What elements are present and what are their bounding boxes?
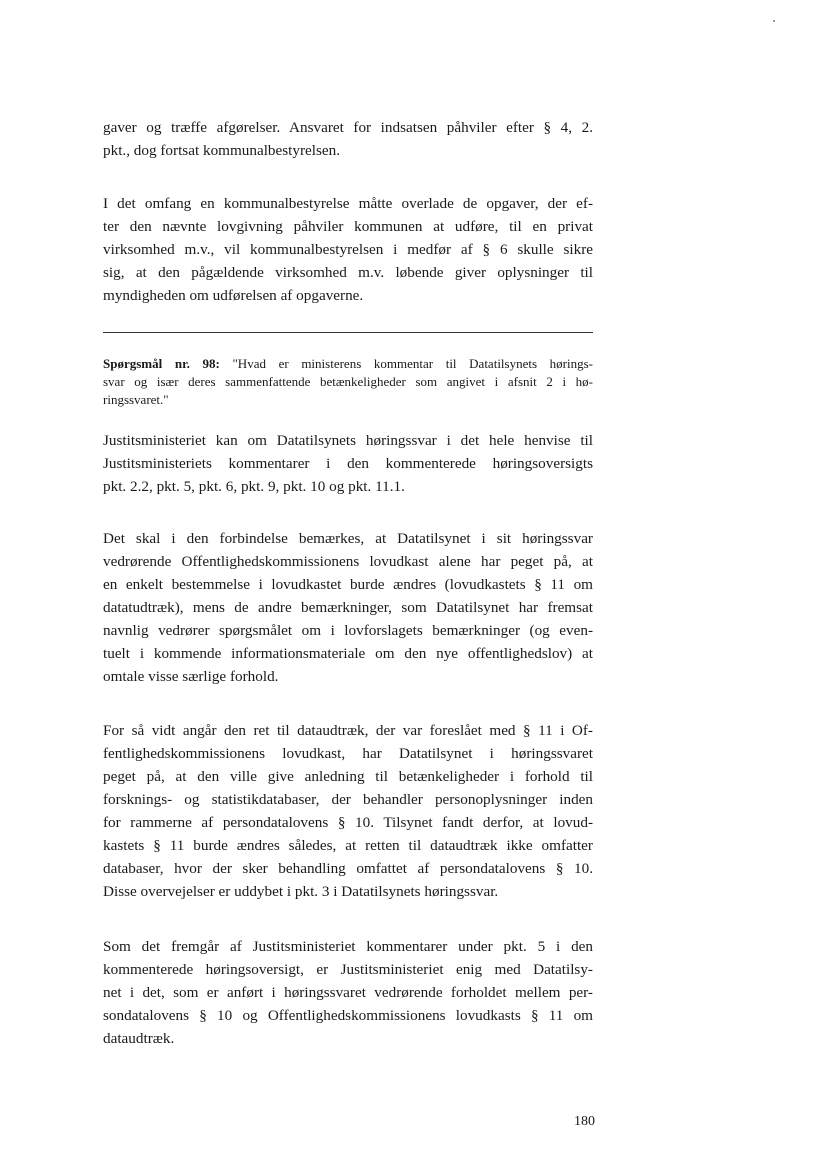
text-line: datatudtræk), mens de andre bemærkninger, som Datatilsynet har fremsat — [103, 599, 593, 616]
page-number: 180 — [574, 1114, 595, 1129]
question-line — [103, 355, 593, 373]
text-line: Disse overvejelser er uddybet i pkt. 3 i Datatilsynets høringssvar. — [103, 883, 499, 900]
text-line: omtale visse særlige forhold. — [103, 668, 279, 685]
text-line: gaver og træffe afgørelser. Ansvaret for indsatsen påhviler efter § 4, 2. — [103, 119, 593, 136]
text-line: virksomhed m.v., vil kommunalbestyrelsen i medfør af § 6 skulle sikre — [103, 241, 593, 258]
scan-mark — [773, 20, 775, 22]
text-line: Det skal i den forbindelse bemærkes, at Datatilsynet i sit høringssvar — [103, 530, 593, 547]
text-line: for rammerne af persondatalovens § 10. Tilsynet fandt derfor, at lovud- — [103, 814, 593, 831]
text-line: fentlighedskommissionens lovudkast, har Datatilsynet i høringssvaret — [103, 745, 593, 762]
text-line: Som det fremgår af Justitsministeriet kommentarer under pkt. 5 i den — [103, 938, 593, 955]
text-line: Justitsministeriet kan om Datatilsynets høringssvar i det hele henvise til — [103, 432, 593, 449]
paragraph-continuation — [103, 116, 593, 162]
answer-paragraph-1 — [103, 429, 593, 498]
text-line: net i det, som er anført i høringssvaret vedrørende forholdet mellem per- — [103, 984, 593, 1001]
text-line: tuelt i kommende informationsmateriale om den nye offentlighedslov) at — [103, 645, 593, 662]
text-line: sig, at den pågældende virksomhed m.v. løbende giver oplysninger til — [103, 264, 593, 281]
question-line: svar og især deres sammenfattende betænkeligheder som angivet i afsnit 2 i hø- — [103, 374, 593, 389]
text-line: dataudtræk. — [103, 1030, 175, 1047]
text-line: pkt., dog fortsat kommunalbestyrelsen. — [103, 142, 341, 159]
question-line: ringssvaret." — [103, 392, 169, 407]
paragraph-outsourcing — [103, 192, 593, 307]
section-divider — [103, 332, 593, 333]
question-label: Spørgsmål nr. 98: — [103, 356, 220, 371]
text-line: I det omfang en kommunalbestyrelse måtte overlade de opgaver, der ef- — [103, 195, 593, 212]
text-line: navnlig vedrører spørgsmålet om i lovforslagets bemærkninger (og even- — [103, 622, 593, 639]
text-line: Justitsministeriets kommentarer i den kommenterede høringsoversigts — [103, 455, 593, 472]
answer-paragraph-3 — [103, 719, 593, 903]
text-line: ter den nævnte lovgivning påhviler kommunen at udføre, til en privat — [103, 218, 593, 235]
text-line: kastets § 11 burde ændres således, at retten til dataudtræk ikke omfatter — [103, 837, 593, 854]
text-line: databaser, hvor der sker behandling omfattet af persondatalovens § 10. — [103, 860, 593, 877]
text-line: peget på, at den ville give anledning til betænkeligheder i forhold til — [103, 768, 593, 785]
question-block — [103, 355, 593, 409]
text-line: forsknings- og statistikdatabaser, der behandler personoplysninger inden — [103, 791, 593, 808]
answer-paragraph-2 — [103, 527, 593, 688]
text-line: sondatalovens § 10 og Offentlighedskommissionens lovudkasts § 11 om — [103, 1007, 593, 1024]
text-line: For så vidt angår den ret til dataudtræk, der var foreslået med § 11 i Of- — [103, 722, 593, 739]
text-line: pkt. 2.2, pkt. 5, pkt. 6, pkt. 9, pkt. 10 og pkt. 11.1. — [103, 478, 405, 495]
question-text: "Hvad er ministerens kommentar til Datatilsynets hørings- — [232, 356, 593, 371]
text-line: myndigheden om udførelsen af opgaverne. — [103, 287, 364, 304]
text-line: kommenterede høringsoversigt, er Justitsministeriet enig med Datatilsy- — [103, 961, 593, 978]
answer-paragraph-4 — [103, 935, 593, 1050]
text-line: vedrørende Offentlighedskommissionens lovudkast alene har peget på, at — [103, 553, 593, 570]
text-line: en enkelt bestemmelse i lovudkastet burde ændres (lovudkastets § 11 om — [103, 576, 593, 593]
